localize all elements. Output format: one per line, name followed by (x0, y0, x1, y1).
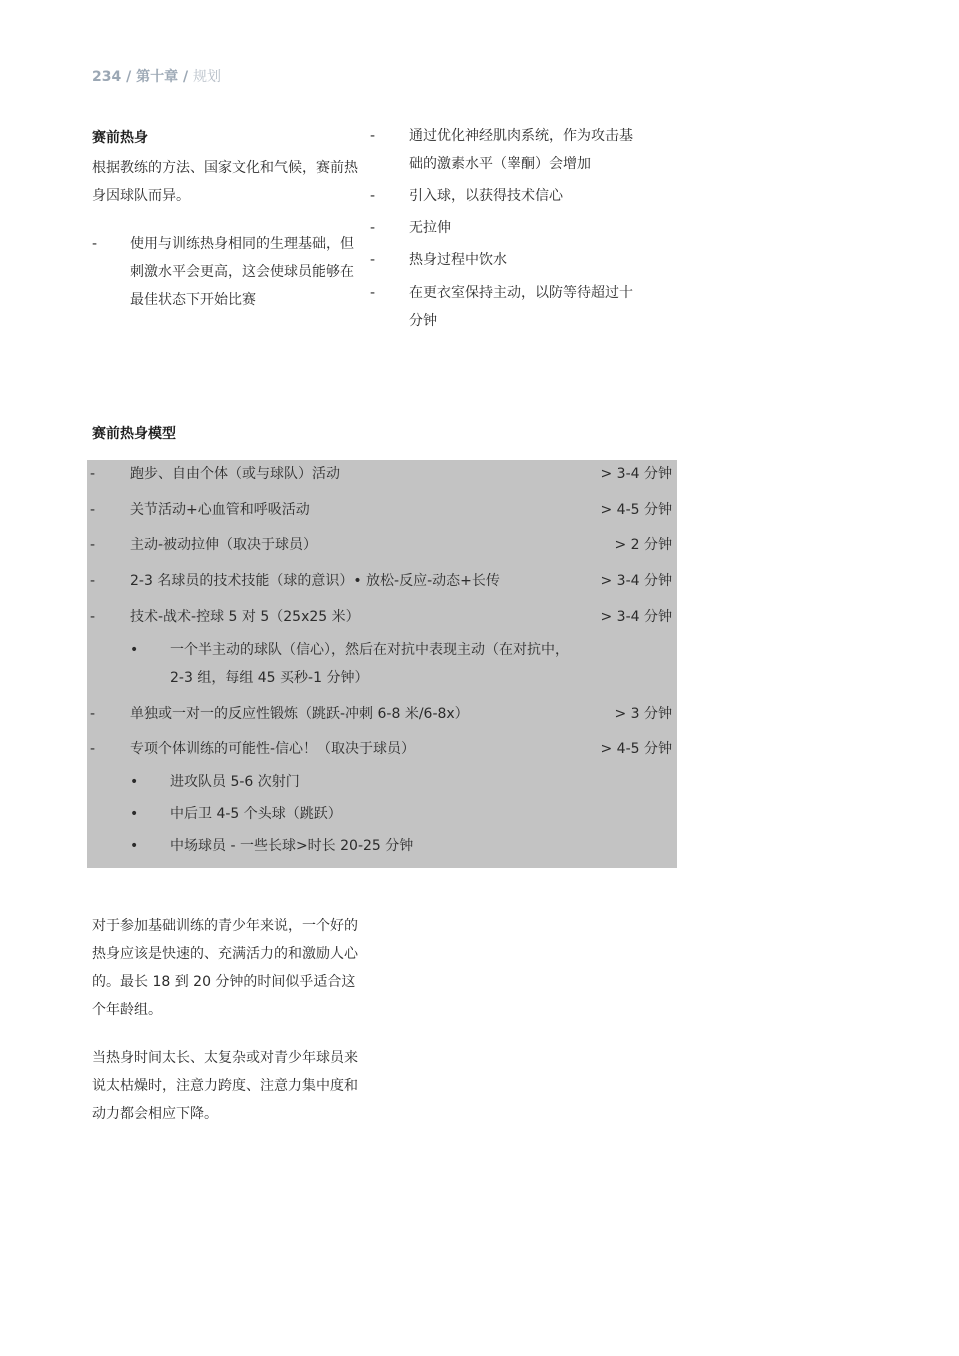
sub-item-text: 一个半主动的球队（信心），然后在对抗中表现主动（在对抗中，2-3 组，每组 45 买秒-1 分钟） (170, 642, 569, 686)
warmup-model-table (87, 460, 677, 868)
bullet-text: 使用与训练热身相同的生理基础，但刺激水平会更高，这会使球员能够在最佳状态下开始比赛 (130, 236, 354, 308)
sub-item-text: 进攻队员 5-6 次射门 (170, 774, 300, 790)
row-dash: - (90, 466, 96, 482)
bullet-dash: - (370, 128, 376, 144)
table-row (87, 735, 677, 763)
youth-paragraph-1: 对于参加基础训练的青少年来说，一个好的热身应该是快速的、充满活力的和激励人心的。最长 18 到 20 分钟的时间似乎适合这个年龄组。 (92, 918, 358, 1018)
bullet-text: 热身过程中饮水 (409, 252, 507, 268)
row-duration: > 2 分钟 (614, 537, 672, 553)
row-label: 2-3 名球员的技术技能（球的意识）• 放松-反应-动态+长传 (130, 573, 500, 589)
row-dash: - (90, 706, 96, 722)
sub-bullet-dot: • (130, 838, 139, 854)
row-duration: > 4-5 分钟 (600, 502, 672, 518)
sub-bullet-dot: • (130, 806, 139, 822)
warmup-intro: 根据教练的方法、国家文化和气候，赛前热身因球队而异。 (92, 160, 358, 204)
row-label: 关节活动+心血管和呼吸活动 (130, 502, 310, 518)
table-row (87, 603, 677, 631)
chapter-title: 第十章 (136, 69, 179, 85)
row-label: 技术-战术-控球 5 对 5（25x25 米） (130, 609, 360, 625)
row-duration: > 3-4 分钟 (600, 609, 672, 625)
row-label: 单独或一对一的反应性锻炼（跳跃-冲刺 6-8 米/6-8x） (130, 706, 469, 722)
row-duration: > 3-4 分钟 (600, 573, 672, 589)
table-row (87, 460, 677, 488)
row-label: 专项个体训练的可能性-信心！（取决于球员） (130, 741, 416, 757)
bullet-dash: - (370, 285, 376, 301)
bullet-dash: - (370, 252, 376, 268)
row-dash: - (90, 502, 96, 518)
row-duration: > 3-4 分钟 (600, 466, 672, 482)
row-dash: - (90, 573, 96, 589)
sub-item-text: 中场球员 - 一些长球>时长 20-25 分钟 (170, 838, 414, 854)
row-label: 跑步、自由个体（或与球队）活动 (130, 466, 340, 482)
row-duration: > 4-5 分钟 (600, 741, 672, 757)
row-duration: > 3 分钟 (614, 706, 672, 722)
sub-bullet-dot: • (130, 642, 139, 658)
row-label: 主动-被动拉伸（取决于球员） (130, 537, 318, 553)
page-number: 234 (92, 69, 122, 85)
running-header (92, 68, 221, 86)
bullet-text: 无拉伸 (409, 220, 451, 236)
header-separator: / (178, 69, 193, 85)
section-title: 规划 (192, 69, 221, 85)
bullet-text: 在更衣室保持主动，以防等待超过十分钟 (409, 285, 633, 329)
bullet-dash: - (370, 188, 376, 204)
table-row (87, 496, 677, 524)
row-dash: - (90, 537, 96, 553)
sub-item-text: 中后卫 4-5 个头球（跳跃） (170, 806, 342, 822)
header-separator: / (121, 69, 137, 85)
model-heading: 赛前热身模型 (92, 426, 176, 442)
bullet-dash: - (370, 220, 376, 236)
row-dash: - (90, 741, 96, 757)
bullet-text: 引入球，以获得技术信心 (409, 188, 563, 204)
bullet-text: 通过优化神经肌肉系统，作为攻击基础的激素水平（睾酮）会增加 (409, 128, 633, 172)
table-row (87, 700, 677, 728)
bullet-dash: - (92, 236, 98, 252)
warmup-heading: 赛前热身 (92, 130, 148, 146)
row-dash: - (90, 609, 96, 625)
table-row (87, 567, 677, 595)
table-row (87, 531, 677, 559)
sub-bullet-dot: • (130, 774, 139, 790)
youth-paragraph-2: 当热身时间太长、太复杂或对青少年球员来说太枯燥时，注意力跨度、注意力集中度和动力都会相应下降。 (92, 1050, 358, 1122)
